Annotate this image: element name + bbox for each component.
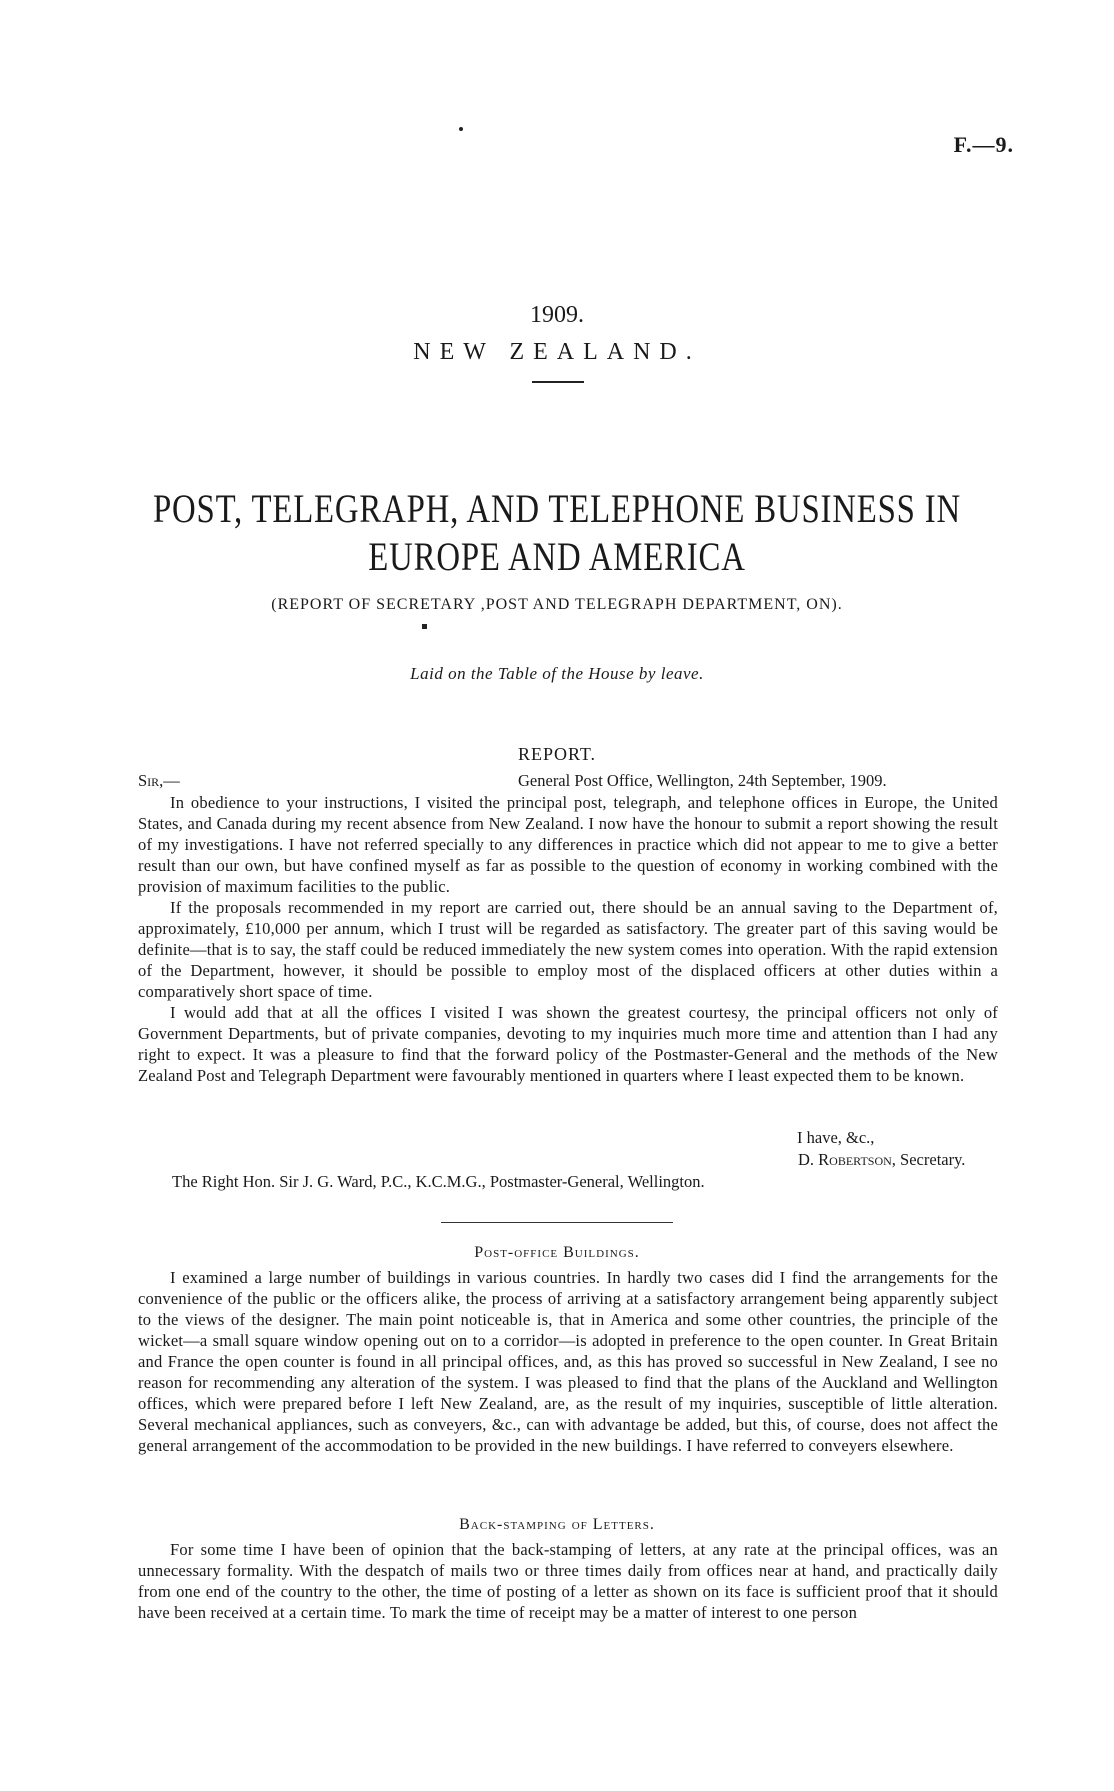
section-paragraph: I examined a large number of buildings in various countries. In hardly two cases did I find the arrangements for the convenience of the public or the officers alike, the process of arriving at a satisfactory arrangement being apparently subject to the views of the designer. The main point noticeable is, that in America and some other countries, the principle of the wicket—a small square window opening out on to a corridor—is adopted in preference to the open counter. In Great Britain and France the open counter is found in all principal offices, and, as this has proved so successful in New Zealand, I see no reason for recommending any alteration of the system. I was pleased to find that the plans of the Auckland and Wellington offices, which were prepared before I left New Zealand, are, as the result of my inquiries, susceptible of little alteration. Several mechanical appliances, such as conveyers, &c., can with advantage be added, but this, of course, does not affect the general arrangement of the accommodation to be provided in the new buildings. I have referred to conveyers elsewhere.: [138, 1268, 998, 1455]
signatory-title: , Secretary.: [891, 1150, 966, 1169]
signatory-initial: D.: [798, 1150, 819, 1169]
country-heading: NEW ZEALAND.: [413, 339, 701, 365]
report-paragraph: I would add that at all the offices I visited I was shown the greatest courtesy, the principal officers not only of Government Departments, but of private companies, devoting to my inquiries much more time and attention than I had any right to expect. It was a pleasure to find that the forward policy of the Postmaster-General and the methods of the New Zealand Post and Telegraph Department were favourably mentioned in quarters where I least expected them to be known.: [138, 1003, 998, 1085]
report-paragraph: If the proposals recommended in my report are carried out, there should be an annual saving to the Department of, approximately, £10,000 per annum, which I trust will be regarded as satisfactory. The greater part of this saving would be definite—that is to say, the staff could be reduced immediately the new system comes into operation. With the rapid extension of the Department, however, it should be possible to employ most of the displaced officers at other duties within a comparatively short space of time.: [138, 898, 998, 1001]
signatory-name: Robertson: [818, 1150, 892, 1169]
section-heading-buildings: Post-office Buildings.: [474, 1244, 640, 1261]
year: 1909.: [530, 302, 584, 328]
salutation-line: [138, 771, 998, 791]
document-title: [100, 485, 1013, 581]
print-speck: [459, 127, 463, 131]
document-reference: F.—9.: [953, 132, 1014, 157]
document-subtitle: (REPORT OF SECRETARY ,POST AND TELEGRAPH DEPARTMENT, ON).: [271, 596, 843, 613]
addressee: The Right Hon. Sir J. G. Ward, P.C., K.C.M.G., Postmaster-General, Wellington.: [172, 1172, 705, 1191]
signatory: [798, 1150, 965, 1170]
closing: I have, &c.,: [797, 1128, 875, 1147]
section-divider: [441, 1222, 673, 1223]
report-heading: REPORT.: [517, 744, 597, 764]
report-paragraph: In obedience to your instructions, I visited the principal post, telegraph, and telephone offices in Europe, the United States, and Canada during my recent absence from New Zealand. I now have the honour to submit a report showing the result of my investigations. I have not referred specially to any differences in practice which did not appear to me to give a better result than our own, but have confined myself as far as possible to the question of economy in working combined with the provision of maximum facilities to the public.: [138, 793, 998, 896]
salutation: Sir,—: [138, 771, 180, 790]
divider: [532, 381, 584, 383]
section-paragraph: For some time I have been of opinion that the back-stamping of letters, at any rate at the principal offices, was an unnecessary formality. With the despatch of mails two or three times daily from offices near at hand, and practically daily from one end of the country to the other, the time of posting of a letter as shown on its face is sufficient proof that it should have been received at a certain time. To mark the time of receipt may be a matter of interest to one person: [138, 1540, 998, 1622]
report-date: General Post Office, Wellington, 24th September, 1909.: [518, 771, 887, 790]
laid-on-table-note: Laid on the Table of the House by leave.: [410, 664, 704, 683]
report-body: [138, 792, 998, 1086]
section-heading-backstamping: Back-stamping of Letters.: [459, 1516, 655, 1533]
title-line-1: POST, TELEGRAPH, AND TELEPHONE BUSINESS IN: [152, 486, 962, 531]
print-mark: [422, 624, 427, 629]
section-body-backstamping: [138, 1539, 998, 1623]
section-body-buildings: [138, 1267, 998, 1456]
title-line-2: EUROPE AND AMERICA: [368, 534, 746, 579]
